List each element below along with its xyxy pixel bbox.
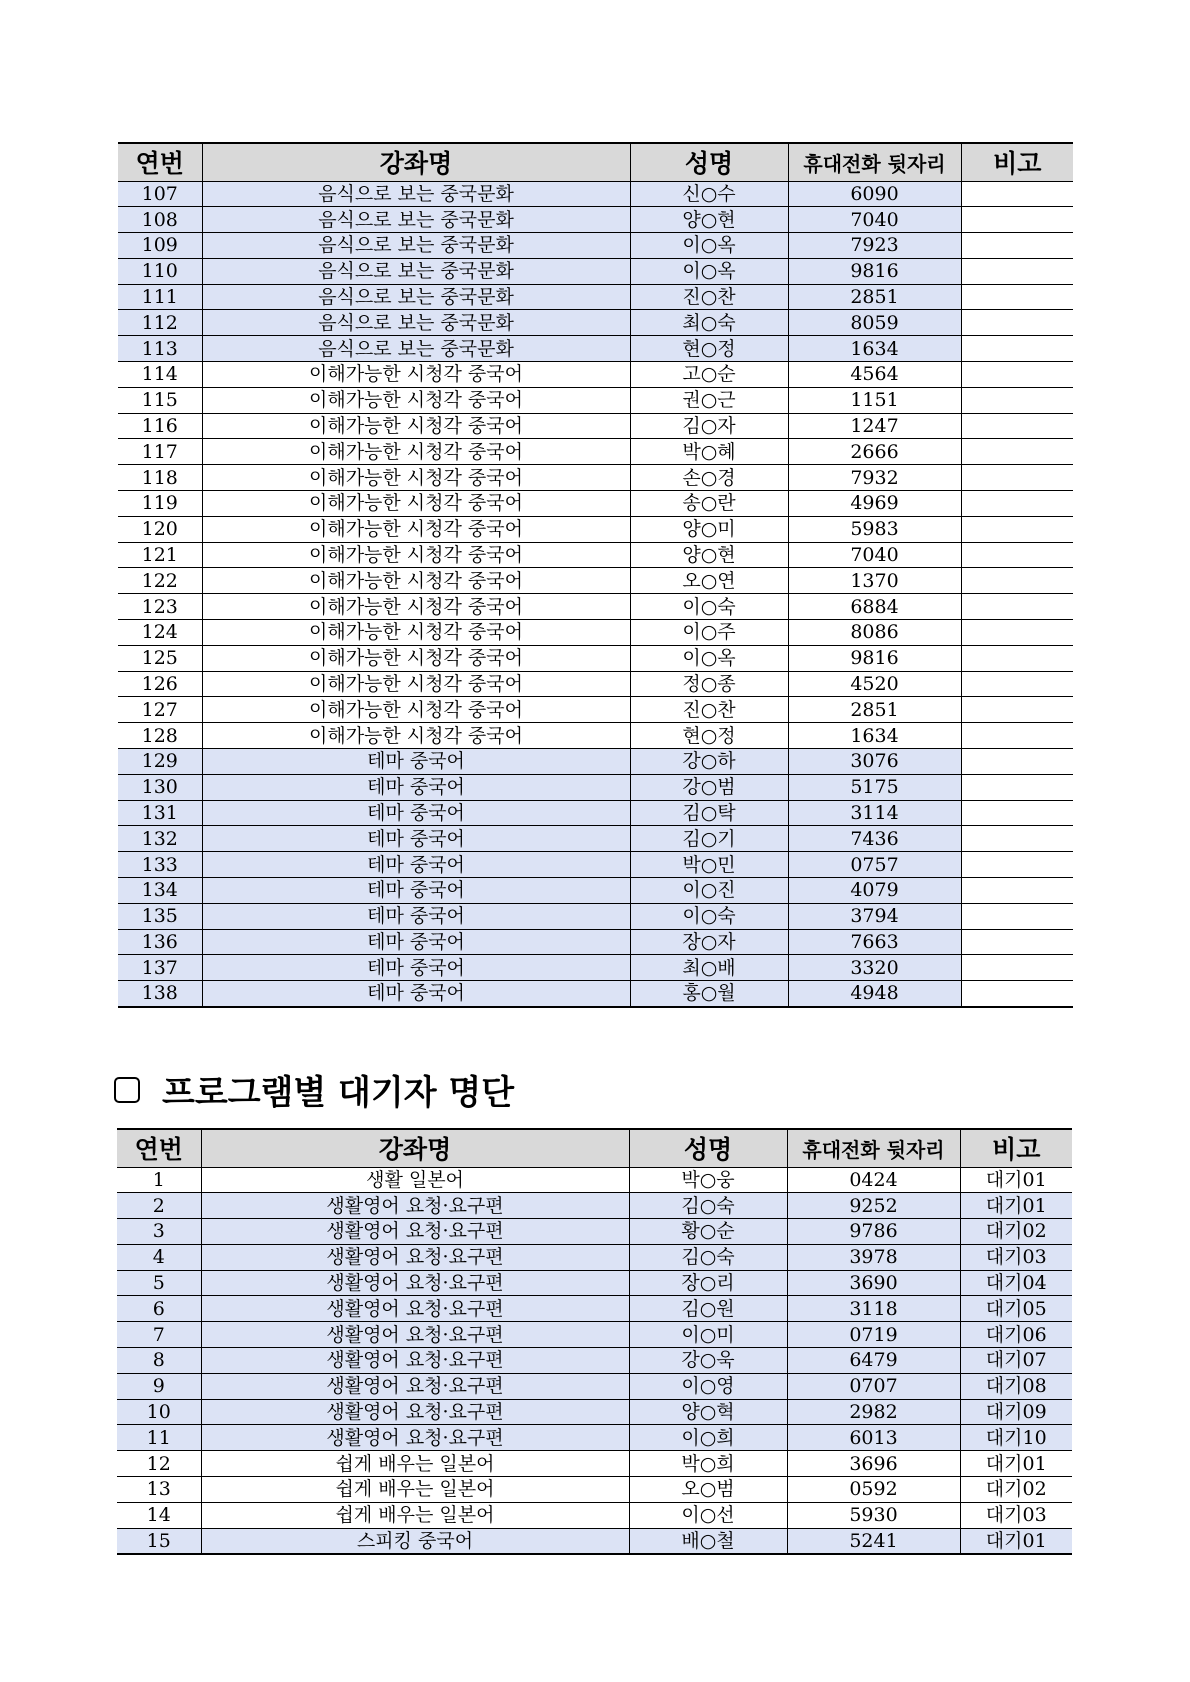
row-number: 114 xyxy=(118,362,202,388)
table-row xyxy=(117,1373,1072,1399)
person-name: 오○연 xyxy=(630,568,788,594)
course-name: 테마 중국어 xyxy=(202,826,630,852)
header-note: 비고 xyxy=(961,143,1073,181)
note: 대기03 xyxy=(960,1502,1072,1528)
row-number: 132 xyxy=(118,826,202,852)
header-course: 강좌명 xyxy=(202,143,630,181)
phone-suffix: 4520 xyxy=(788,671,961,697)
table-row xyxy=(118,671,1073,697)
table-row xyxy=(118,439,1073,465)
person-name: 이○선 xyxy=(629,1502,787,1528)
row-number: 13 xyxy=(117,1477,201,1503)
course-name: 이해가능한 시청각 중국어 xyxy=(202,671,630,697)
phone-suffix: 6884 xyxy=(788,594,961,620)
phone-suffix: 0707 xyxy=(787,1373,960,1399)
row-number: 115 xyxy=(118,387,202,413)
table-row xyxy=(118,645,1073,671)
course-name: 생활영어 요청·요구편 xyxy=(201,1348,629,1374)
table-row xyxy=(117,1296,1072,1322)
phone-suffix: 0719 xyxy=(787,1322,960,1348)
phone-suffix: 3794 xyxy=(788,903,961,929)
person-name: 양○현 xyxy=(630,542,788,568)
table-row xyxy=(118,929,1073,955)
note xyxy=(961,878,1073,904)
header-phone: 휴대전화 뒷자리 xyxy=(787,1129,960,1167)
note xyxy=(961,387,1073,413)
person-name: 강○욱 xyxy=(629,1348,787,1374)
phone-suffix: 5983 xyxy=(788,516,961,542)
person-name: 장○리 xyxy=(629,1270,787,1296)
row-number: 123 xyxy=(118,594,202,620)
person-name: 현○정 xyxy=(630,336,788,362)
row-number: 7 xyxy=(117,1322,201,1348)
phone-suffix: 7436 xyxy=(788,826,961,852)
note: 대기06 xyxy=(960,1322,1072,1348)
person-name: 박○혜 xyxy=(630,439,788,465)
phone-suffix: 1634 xyxy=(788,336,961,362)
note xyxy=(961,774,1073,800)
course-name: 쉽게 배우는 일본어 xyxy=(201,1502,629,1528)
person-name: 최○배 xyxy=(630,955,788,981)
phone-suffix: 8059 xyxy=(788,310,961,336)
table-row xyxy=(118,491,1073,517)
note: 대기10 xyxy=(960,1425,1072,1451)
row-number: 110 xyxy=(118,258,202,284)
note: 대기01 xyxy=(960,1193,1072,1219)
course-name: 생활영어 요청·요구편 xyxy=(201,1296,629,1322)
person-name: 이○숙 xyxy=(630,903,788,929)
phone-suffix: 2851 xyxy=(788,697,961,723)
table-row xyxy=(117,1502,1072,1528)
row-number: 5 xyxy=(117,1270,201,1296)
phone-suffix: 2666 xyxy=(788,439,961,465)
person-name: 최○숙 xyxy=(630,310,788,336)
note: 대기01 xyxy=(960,1451,1072,1477)
note xyxy=(961,258,1073,284)
phone-suffix: 3690 xyxy=(787,1270,960,1296)
row-number: 121 xyxy=(118,542,202,568)
person-name: 오○범 xyxy=(629,1477,787,1503)
table-row xyxy=(118,310,1073,336)
phone-suffix: 0757 xyxy=(788,852,961,878)
course-name: 음식으로 보는 중국문화 xyxy=(202,181,630,207)
header-no: 연번 xyxy=(117,1129,201,1167)
phone-suffix: 6013 xyxy=(787,1425,960,1451)
row-number: 109 xyxy=(118,233,202,259)
attendee-table xyxy=(118,142,1073,1008)
phone-suffix: 8086 xyxy=(788,620,961,646)
phone-suffix: 4969 xyxy=(788,491,961,517)
course-name: 테마 중국어 xyxy=(202,981,630,1007)
course-name: 이해가능한 시청각 중국어 xyxy=(202,542,630,568)
course-name: 생활영어 요청·요구편 xyxy=(201,1399,629,1425)
person-name: 김○숙 xyxy=(629,1193,787,1219)
course-name: 음식으로 보는 중국문화 xyxy=(202,336,630,362)
table-row xyxy=(118,233,1073,259)
course-name: 생활영어 요청·요구편 xyxy=(201,1219,629,1245)
person-name: 김○원 xyxy=(629,1296,787,1322)
note xyxy=(961,671,1073,697)
note xyxy=(961,181,1073,207)
person-name: 이○옥 xyxy=(630,233,788,259)
phone-suffix: 1151 xyxy=(788,387,961,413)
row-number: 135 xyxy=(118,903,202,929)
checkbox-icon xyxy=(114,1077,140,1103)
row-number: 138 xyxy=(118,981,202,1007)
table-row xyxy=(117,1528,1072,1554)
table-row xyxy=(118,723,1073,749)
person-name: 정○종 xyxy=(630,671,788,697)
person-name: 박○희 xyxy=(629,1451,787,1477)
note: 대기09 xyxy=(960,1399,1072,1425)
table-row xyxy=(118,774,1073,800)
phone-suffix: 1247 xyxy=(788,413,961,439)
row-number: 126 xyxy=(118,671,202,697)
table-row xyxy=(118,284,1073,310)
person-name: 김○기 xyxy=(630,826,788,852)
phone-suffix: 0592 xyxy=(787,1477,960,1503)
row-number: 118 xyxy=(118,465,202,491)
phone-suffix: 7663 xyxy=(788,929,961,955)
note xyxy=(961,903,1073,929)
course-name: 이해가능한 시청각 중국어 xyxy=(202,362,630,388)
person-name: 이○희 xyxy=(629,1425,787,1451)
person-name: 이○옥 xyxy=(630,645,788,671)
note xyxy=(961,439,1073,465)
row-number: 15 xyxy=(117,1528,201,1554)
table-row xyxy=(118,362,1073,388)
table-row xyxy=(118,878,1073,904)
course-name: 테마 중국어 xyxy=(202,955,630,981)
header-no: 연번 xyxy=(118,143,202,181)
note: 대기01 xyxy=(960,1528,1072,1554)
note: 대기08 xyxy=(960,1373,1072,1399)
course-name: 이해가능한 시청각 중국어 xyxy=(202,645,630,671)
phone-suffix: 3118 xyxy=(787,1296,960,1322)
phone-suffix: 1370 xyxy=(788,568,961,594)
row-number: 136 xyxy=(118,929,202,955)
person-name: 진○찬 xyxy=(630,284,788,310)
note xyxy=(961,336,1073,362)
course-name: 테마 중국어 xyxy=(202,878,630,904)
phone-suffix: 2851 xyxy=(788,284,961,310)
course-name: 생활영어 요청·요구편 xyxy=(201,1270,629,1296)
person-name: 이○주 xyxy=(630,620,788,646)
note xyxy=(961,542,1073,568)
note xyxy=(961,620,1073,646)
row-number: 122 xyxy=(118,568,202,594)
course-name: 이해가능한 시청각 중국어 xyxy=(202,620,630,646)
course-name: 이해가능한 시청각 중국어 xyxy=(202,723,630,749)
person-name: 김○자 xyxy=(630,413,788,439)
note: 대기07 xyxy=(960,1348,1072,1374)
note: 대기02 xyxy=(960,1219,1072,1245)
course-name: 쉽게 배우는 일본어 xyxy=(201,1451,629,1477)
person-name: 고○순 xyxy=(630,362,788,388)
row-number: 6 xyxy=(117,1296,201,1322)
table-row xyxy=(117,1244,1072,1270)
section-title: 프로그램별 대기자 명단 xyxy=(162,1073,515,1113)
phone-suffix: 1634 xyxy=(788,723,961,749)
course-name: 음식으로 보는 중국문화 xyxy=(202,258,630,284)
note xyxy=(961,310,1073,336)
phone-suffix: 3076 xyxy=(788,749,961,775)
row-number: 11 xyxy=(117,1425,201,1451)
phone-suffix: 5930 xyxy=(787,1502,960,1528)
note: 대기05 xyxy=(960,1296,1072,1322)
table-row xyxy=(117,1270,1072,1296)
course-name: 테마 중국어 xyxy=(202,800,630,826)
row-number: 129 xyxy=(118,749,202,775)
course-name: 스피킹 중국어 xyxy=(201,1528,629,1554)
person-name: 권○근 xyxy=(630,387,788,413)
phone-suffix: 2982 xyxy=(787,1399,960,1425)
phone-suffix: 9816 xyxy=(788,645,961,671)
course-name: 이해가능한 시청각 중국어 xyxy=(202,413,630,439)
course-name: 테마 중국어 xyxy=(202,903,630,929)
note xyxy=(961,749,1073,775)
row-number: 116 xyxy=(118,413,202,439)
course-name: 테마 중국어 xyxy=(202,749,630,775)
person-name: 손○경 xyxy=(630,465,788,491)
person-name: 홍○월 xyxy=(630,981,788,1007)
phone-suffix: 9786 xyxy=(787,1219,960,1245)
person-name: 신○수 xyxy=(630,181,788,207)
table-row xyxy=(117,1322,1072,1348)
phone-suffix: 7932 xyxy=(788,465,961,491)
phone-suffix: 4948 xyxy=(788,981,961,1007)
table-row xyxy=(118,852,1073,878)
phone-suffix: 6479 xyxy=(787,1348,960,1374)
phone-suffix: 3114 xyxy=(788,800,961,826)
waitlist-table xyxy=(117,1128,1072,1555)
row-number: 112 xyxy=(118,310,202,336)
note xyxy=(961,284,1073,310)
table-row xyxy=(117,1193,1072,1219)
person-name: 배○철 xyxy=(629,1528,787,1554)
row-number: 9 xyxy=(117,1373,201,1399)
note xyxy=(961,645,1073,671)
note xyxy=(961,491,1073,517)
person-name: 이○옥 xyxy=(630,258,788,284)
table-row xyxy=(118,413,1073,439)
person-name: 현○정 xyxy=(630,723,788,749)
person-name: 이○영 xyxy=(629,1373,787,1399)
person-name: 이○숙 xyxy=(630,594,788,620)
person-name: 김○숙 xyxy=(629,1244,787,1270)
person-name: 강○범 xyxy=(630,774,788,800)
note xyxy=(961,852,1073,878)
course-name: 이해가능한 시청각 중국어 xyxy=(202,387,630,413)
table-row xyxy=(117,1399,1072,1425)
note xyxy=(961,826,1073,852)
person-name: 양○혁 xyxy=(629,1399,787,1425)
phone-suffix: 9816 xyxy=(788,258,961,284)
course-name: 이해가능한 시청각 중국어 xyxy=(202,465,630,491)
course-name: 생활영어 요청·요구편 xyxy=(201,1244,629,1270)
row-number: 111 xyxy=(118,284,202,310)
person-name: 이○진 xyxy=(630,878,788,904)
phone-suffix: 3320 xyxy=(788,955,961,981)
note xyxy=(961,929,1073,955)
header-name: 성명 xyxy=(630,143,788,181)
person-name: 박○민 xyxy=(630,852,788,878)
row-number: 131 xyxy=(118,800,202,826)
course-name: 생활 일본어 xyxy=(201,1167,629,1193)
phone-suffix: 5175 xyxy=(788,774,961,800)
table-row xyxy=(118,542,1073,568)
note xyxy=(961,413,1073,439)
header-phone: 휴대전화 뒷자리 xyxy=(788,143,961,181)
row-number: 125 xyxy=(118,645,202,671)
course-name: 이해가능한 시청각 중국어 xyxy=(202,594,630,620)
table-row xyxy=(117,1348,1072,1374)
row-number: 117 xyxy=(118,439,202,465)
person-name: 진○찬 xyxy=(630,697,788,723)
course-name: 이해가능한 시청각 중국어 xyxy=(202,568,630,594)
note xyxy=(961,800,1073,826)
table-row xyxy=(118,955,1073,981)
person-name: 양○현 xyxy=(630,207,788,233)
note xyxy=(961,207,1073,233)
table-header-row xyxy=(117,1129,1072,1167)
course-name: 생활영어 요청·요구편 xyxy=(201,1425,629,1451)
phone-suffix: 7040 xyxy=(788,542,961,568)
note xyxy=(961,594,1073,620)
table-row xyxy=(117,1451,1072,1477)
table-row xyxy=(118,568,1073,594)
header-course: 강좌명 xyxy=(201,1129,629,1167)
course-name: 테마 중국어 xyxy=(202,774,630,800)
course-name: 이해가능한 시청각 중국어 xyxy=(202,491,630,517)
table-row xyxy=(118,697,1073,723)
table-row xyxy=(118,207,1073,233)
person-name: 양○미 xyxy=(630,516,788,542)
note xyxy=(961,955,1073,981)
table-row xyxy=(118,620,1073,646)
header-name: 성명 xyxy=(629,1129,787,1167)
row-number: 119 xyxy=(118,491,202,517)
note xyxy=(961,723,1073,749)
person-name: 송○란 xyxy=(630,491,788,517)
row-number: 4 xyxy=(117,1244,201,1270)
row-number: 1 xyxy=(117,1167,201,1193)
person-name: 황○순 xyxy=(629,1219,787,1245)
phone-suffix: 4564 xyxy=(788,362,961,388)
note xyxy=(961,516,1073,542)
course-name: 음식으로 보는 중국문화 xyxy=(202,233,630,259)
note: 대기01 xyxy=(960,1167,1072,1193)
note xyxy=(961,465,1073,491)
person-name: 강○하 xyxy=(630,749,788,775)
course-name: 음식으로 보는 중국문화 xyxy=(202,310,630,336)
phone-suffix: 5241 xyxy=(787,1528,960,1554)
note: 대기03 xyxy=(960,1244,1072,1270)
table-row xyxy=(118,594,1073,620)
phone-suffix: 3696 xyxy=(787,1451,960,1477)
row-number: 108 xyxy=(118,207,202,233)
table-row xyxy=(118,800,1073,826)
person-name: 김○탁 xyxy=(630,800,788,826)
course-name: 이해가능한 시청각 중국어 xyxy=(202,439,630,465)
row-number: 127 xyxy=(118,697,202,723)
row-number: 107 xyxy=(118,181,202,207)
row-number: 120 xyxy=(118,516,202,542)
table-row xyxy=(118,749,1073,775)
row-number: 130 xyxy=(118,774,202,800)
course-name: 생활영어 요청·요구편 xyxy=(201,1373,629,1399)
table-row xyxy=(118,336,1073,362)
table-row xyxy=(118,826,1073,852)
phone-suffix: 4079 xyxy=(788,878,961,904)
course-name: 쉽게 배우는 일본어 xyxy=(201,1477,629,1503)
row-number: 10 xyxy=(117,1399,201,1425)
note xyxy=(961,362,1073,388)
course-name: 테마 중국어 xyxy=(202,852,630,878)
course-name: 생활영어 요청·요구편 xyxy=(201,1322,629,1348)
waitlist-section-heading xyxy=(114,1065,514,1114)
row-number: 2 xyxy=(117,1193,201,1219)
phone-suffix: 3978 xyxy=(787,1244,960,1270)
row-number: 113 xyxy=(118,336,202,362)
row-number: 133 xyxy=(118,852,202,878)
row-number: 128 xyxy=(118,723,202,749)
note: 대기04 xyxy=(960,1270,1072,1296)
course-name: 음식으로 보는 중국문화 xyxy=(202,284,630,310)
table-row xyxy=(118,181,1073,207)
phone-suffix: 6090 xyxy=(788,181,961,207)
note xyxy=(961,233,1073,259)
course-name: 이해가능한 시청각 중국어 xyxy=(202,697,630,723)
row-number: 124 xyxy=(118,620,202,646)
table-row xyxy=(118,903,1073,929)
person-name: 장○자 xyxy=(630,929,788,955)
row-number: 14 xyxy=(117,1502,201,1528)
person-name: 이○미 xyxy=(629,1322,787,1348)
table-row xyxy=(117,1167,1072,1193)
table-row xyxy=(117,1219,1072,1245)
table-row xyxy=(117,1425,1072,1451)
course-name: 생활영어 요청·요구편 xyxy=(201,1193,629,1219)
person-name: 박○웅 xyxy=(629,1167,787,1193)
note: 대기02 xyxy=(960,1477,1072,1503)
note xyxy=(961,981,1073,1007)
course-name: 음식으로 보는 중국문화 xyxy=(202,207,630,233)
note xyxy=(961,697,1073,723)
row-number: 12 xyxy=(117,1451,201,1477)
course-name: 이해가능한 시청각 중국어 xyxy=(202,516,630,542)
note xyxy=(961,568,1073,594)
table-row xyxy=(118,516,1073,542)
table-row xyxy=(118,258,1073,284)
course-name: 테마 중국어 xyxy=(202,929,630,955)
table-row xyxy=(117,1477,1072,1503)
table-row xyxy=(118,465,1073,491)
table-row xyxy=(118,981,1073,1007)
row-number: 134 xyxy=(118,878,202,904)
table-header-row xyxy=(118,143,1073,181)
phone-suffix: 0424 xyxy=(787,1167,960,1193)
header-note: 비고 xyxy=(960,1129,1072,1167)
row-number: 8 xyxy=(117,1348,201,1374)
phone-suffix: 7040 xyxy=(788,207,961,233)
phone-suffix: 9252 xyxy=(787,1193,960,1219)
phone-suffix: 7923 xyxy=(788,233,961,259)
row-number: 3 xyxy=(117,1219,201,1245)
row-number: 137 xyxy=(118,955,202,981)
table-row xyxy=(118,387,1073,413)
